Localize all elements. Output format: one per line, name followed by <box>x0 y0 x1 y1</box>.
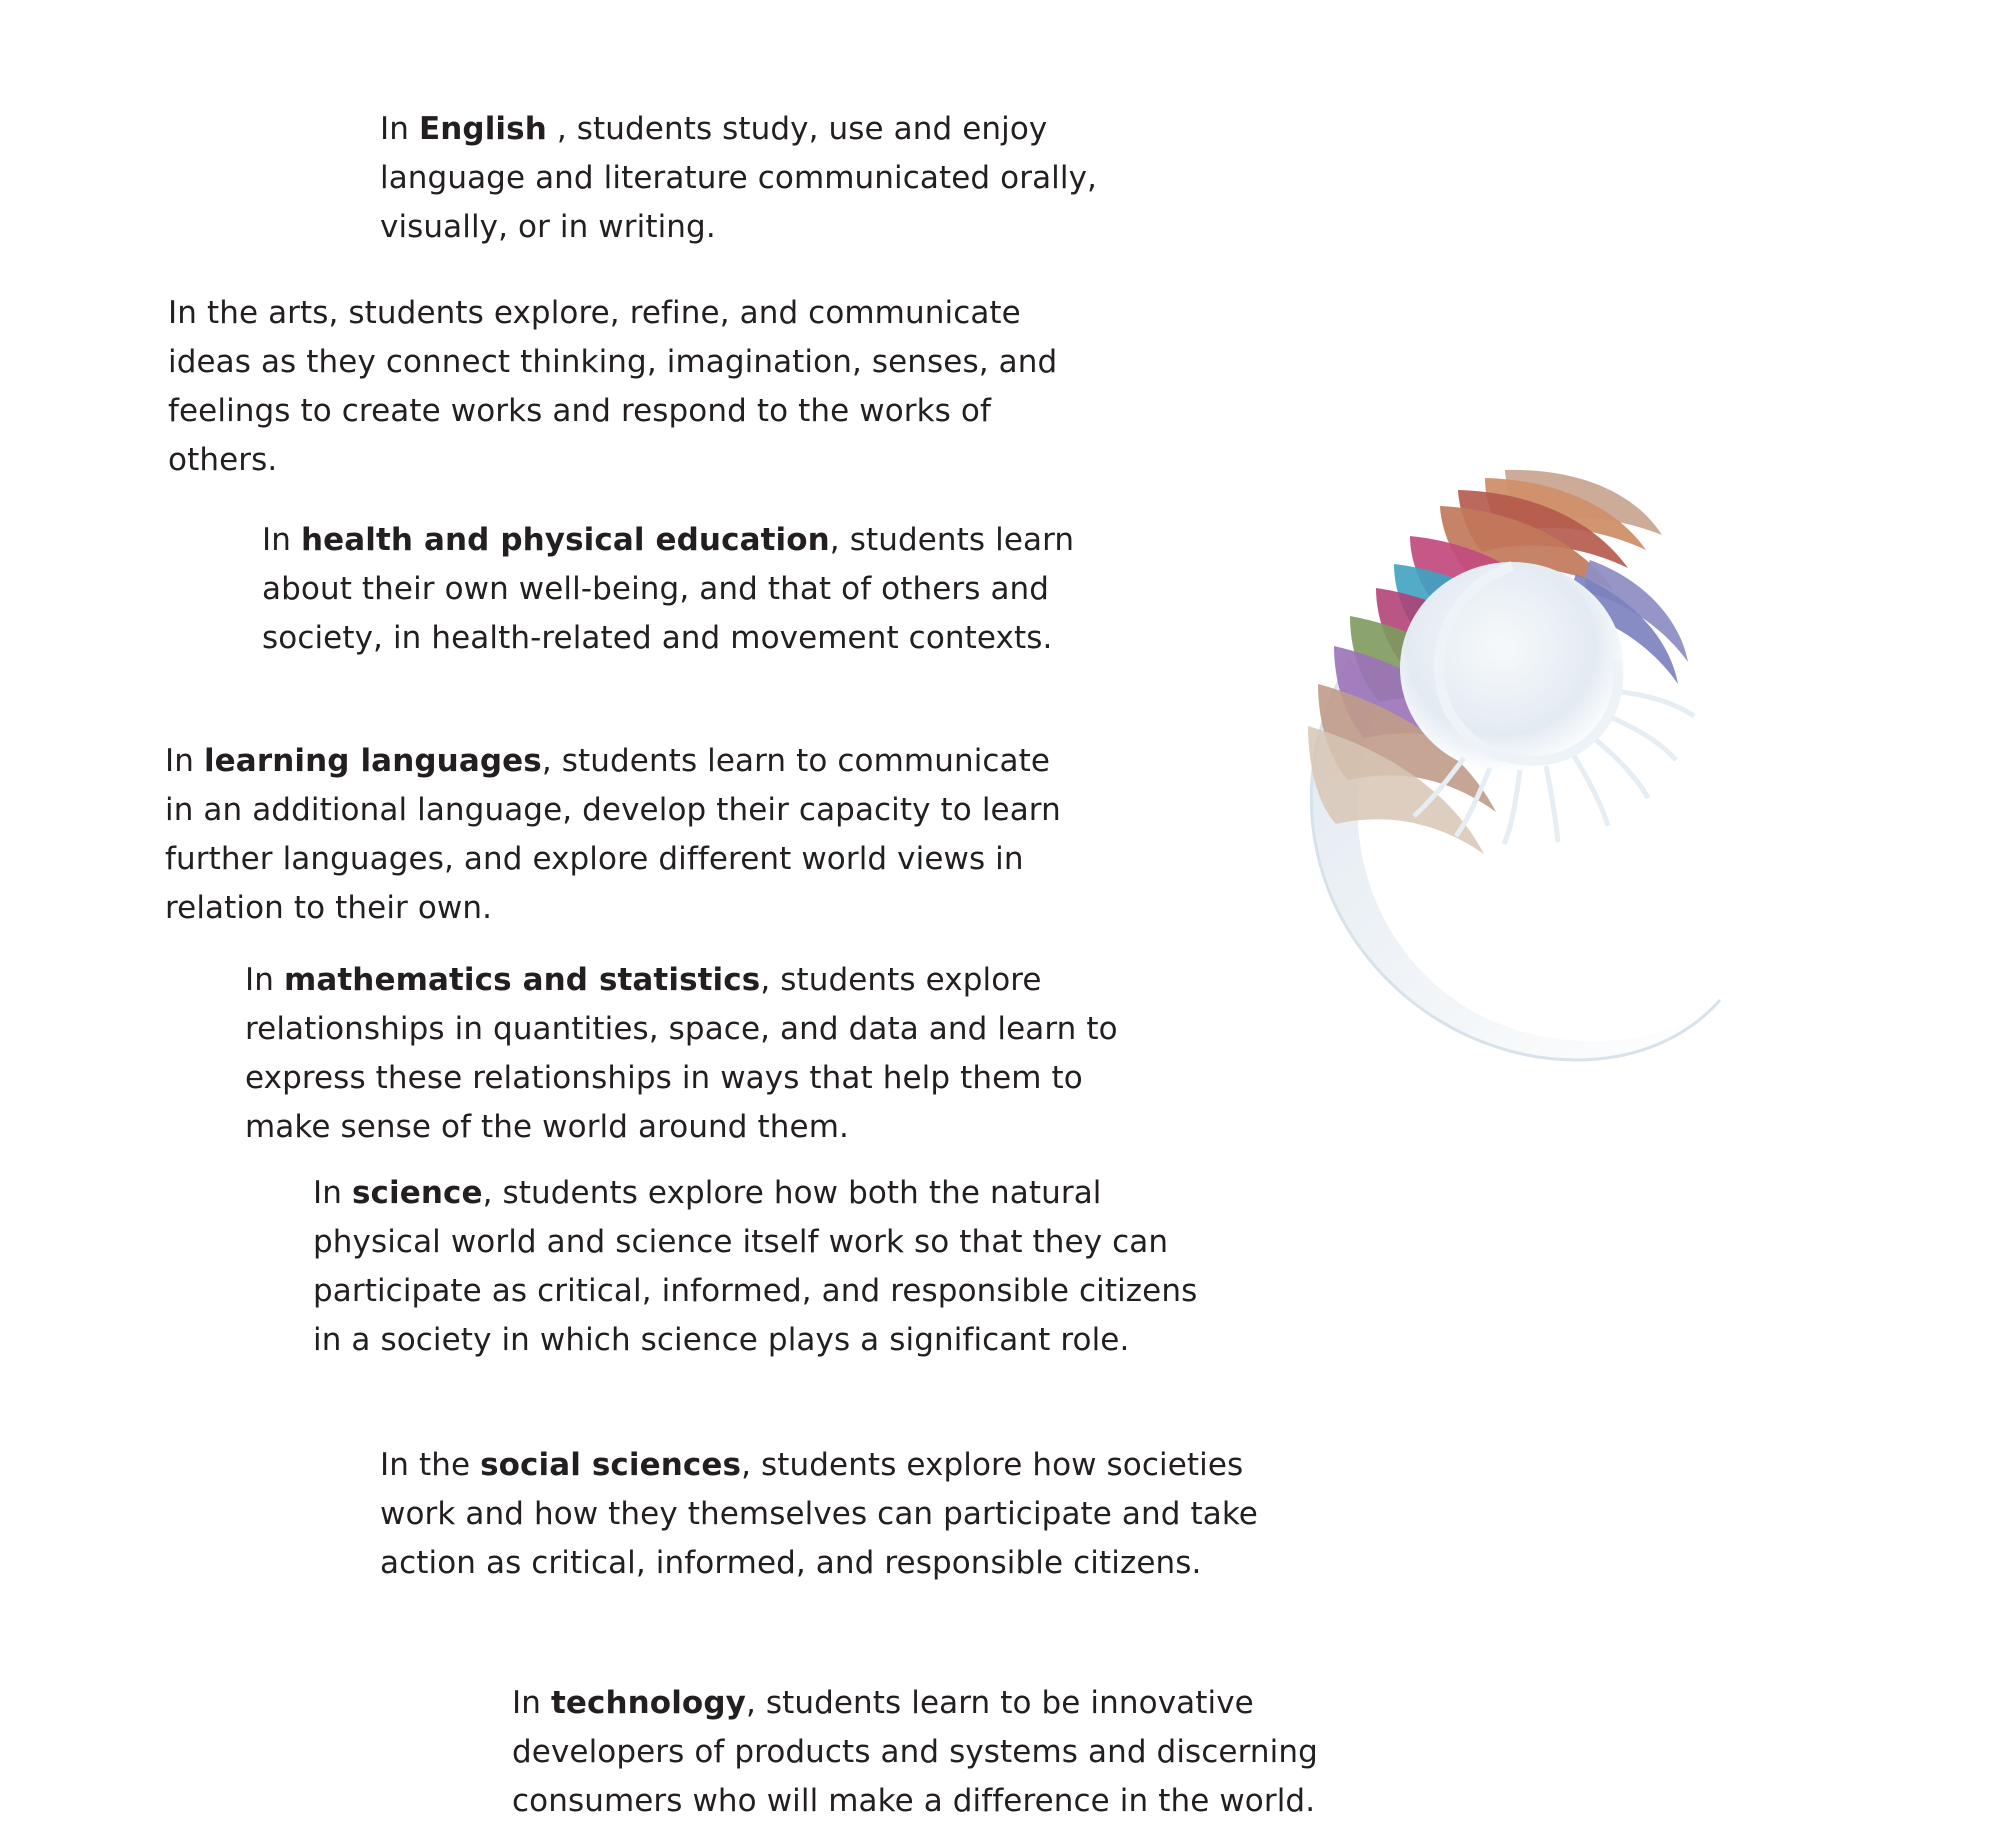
paragraph-maths-body: , students explore relationships in quantities, space, and data and learn to express these relationships in ways that help them to make sense of the world around them. <box>245 962 1118 1145</box>
paragraph-the-arts-lead: In the arts, students explore, refine, and communicate ideas as they connect thinking, imagination, senses, and feelings to create works and respond to the works of others. <box>168 295 1058 478</box>
paragraph-english-body: , students study, use and enjoy language and literature communicated orally, visually, or in writing. <box>380 111 1097 245</box>
paragraph-technology-body: , students learn to be innovative developers of products and systems and discerning consumers who will make a difference in the world. <box>512 1685 1318 1819</box>
paragraph-english-lead: In <box>380 111 419 147</box>
paragraph-health-body: , students learn about their own well-being, and that of others and society, in health-related and movement contexts. <box>262 522 1075 656</box>
paragraph-maths-lead: In <box>245 962 284 998</box>
paragraph-technology-lead: In <box>512 1685 551 1721</box>
paragraph-english-subject: English <box>418 111 547 147</box>
paragraph-health-subject: health and physical education <box>300 522 830 558</box>
paragraph-technology <box>512 1679 1412 1826</box>
paragraph-social-lead: In the <box>380 1447 481 1483</box>
paragraph-social-subject: social sciences <box>480 1447 742 1483</box>
paragraph-languages-lead: In <box>165 743 204 779</box>
paragraph-science <box>313 1169 1213 1365</box>
paragraph-mathematics-and-statistics <box>245 956 1145 1152</box>
paragraph-languages-subject: learning languages <box>203 743 542 779</box>
paragraph-languages-body: , students learn to communicate in an additional language, develop their capacity to learn further languages, and explore different world views in relation to their own. <box>165 743 1061 926</box>
paragraph-social-sciences <box>380 1441 1280 1588</box>
paragraph-science-subject: science <box>351 1175 483 1211</box>
paragraph-learning-languages <box>165 737 1085 933</box>
paragraph-science-body: , students explore how both the natural physical world and science itself work so that they can participate as critical, informed, and responsible citizens in a society in which science plays a significant role. <box>313 1175 1198 1358</box>
paragraph-the-arts <box>168 289 1068 485</box>
paragraph-maths-subject: mathematics and statistics <box>283 962 761 998</box>
koru-nautilus-logo <box>1290 440 1760 1100</box>
paragraph-social-body: , students explore how societies work and how they themselves can participate and take action as critical, informed, and responsible citizens. <box>380 1447 1258 1581</box>
paragraph-science-lead: In <box>313 1175 352 1211</box>
paragraph-health-lead: In <box>262 522 301 558</box>
paragraph-technology-subject: technology <box>550 1685 746 1721</box>
paragraph-english <box>380 105 1180 252</box>
paragraph-health-and-physical-education <box>262 516 1092 663</box>
